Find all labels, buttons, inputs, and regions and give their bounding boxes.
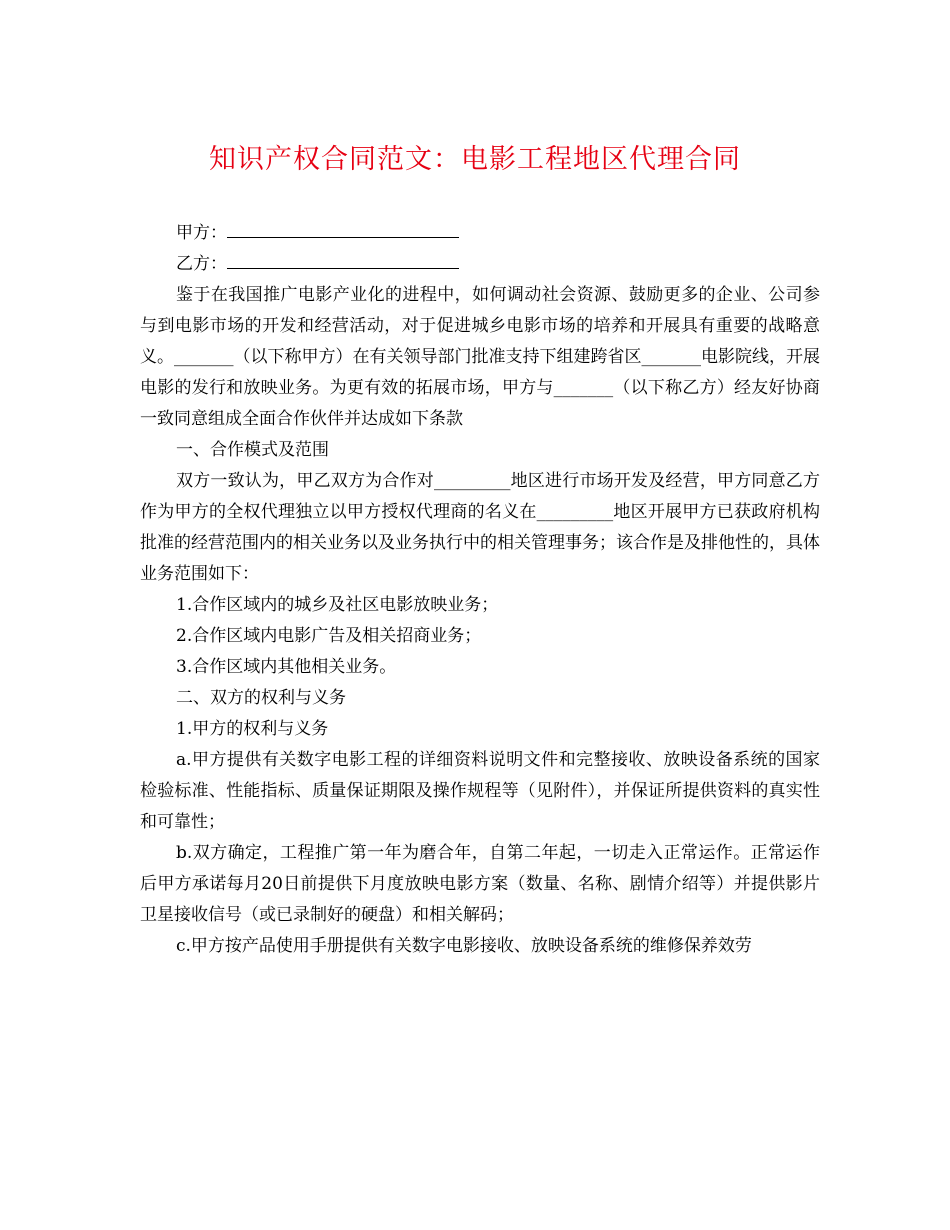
party-b-line [140,249,820,280]
document-title: 知识产权合同范文：电影工程地区代理合同 [209,144,741,175]
paragraph-cooperation: 双方一致认为，甲乙双方为合作对_________地区进行市场开发及经营，甲方同意乙方作为甲方的全权代理独立以甲方授权代理商的名义在_________地区开展甲方已获政府机构批准的经营范围内的相关业务以及业务执行中的相关管理事务；该合作是及排他性的，具体业务范围如下： [140,471,820,584]
clause-c: c.甲方按产品使用手册提供有关数字电影接收、放映设备系统的维修保养效劳 [176,936,752,956]
subsection-heading-party-a: 1.甲方的权利与义务 [176,719,329,739]
list-item-1: 1.合作区域内的城乡及社区电影放映业务； [176,595,499,615]
clause-b: b.双方确定，工程推广第一年为磨合年，自第二年起，一切走入正常运作。正常运作后甲方承诺每月20日前提供下月度放映电影方案（数量、名称、剧情介绍等）并提供影片卫星接收信号（或已录制好的硬盘）和相关解码； [140,843,820,925]
list-item-2: 2.合作区域内电影广告及相关招商业务； [176,626,482,646]
document-body [140,218,820,962]
list-item-3: 3.合作区域内其他相关业务。 [176,657,397,677]
party-b-label: 乙方： [176,254,227,274]
paragraph-preamble: 鉴于在我国推广电影产业化的进程中，如何调动社会资源、鼓励更多的企业、公司参与到电影市场的开发和经营活动，对于促进城乡电影市场的培养和开展具有重要的战略意义。_______（以下称甲方）在有关领导部门批准支持下组建跨省区_______电影院线，开展电影的发行和放映业务。为更有效的拓展市场，甲方与_______（以下称乙方）经友好协商一致同意组成全面合作伙伴并达成如下条款 [140,285,820,429]
section-heading-cooperation: 一、合作模式及范围 [176,440,329,460]
clause-a: a.甲方提供有关数字电影工程的详细资料说明文件和完整接收、放映设备系统的国家检验标准、性能指标、质量保证期限及操作规程等（见附件），并保证所提供资料的真实性和可靠性； [140,750,820,832]
party-a-label: 甲方： [176,223,227,243]
party-a-line [140,218,820,249]
party-a-blank [227,219,459,238]
party-b-blank [227,250,459,269]
section-heading-rights: 二、双方的权利与义务 [176,688,346,708]
